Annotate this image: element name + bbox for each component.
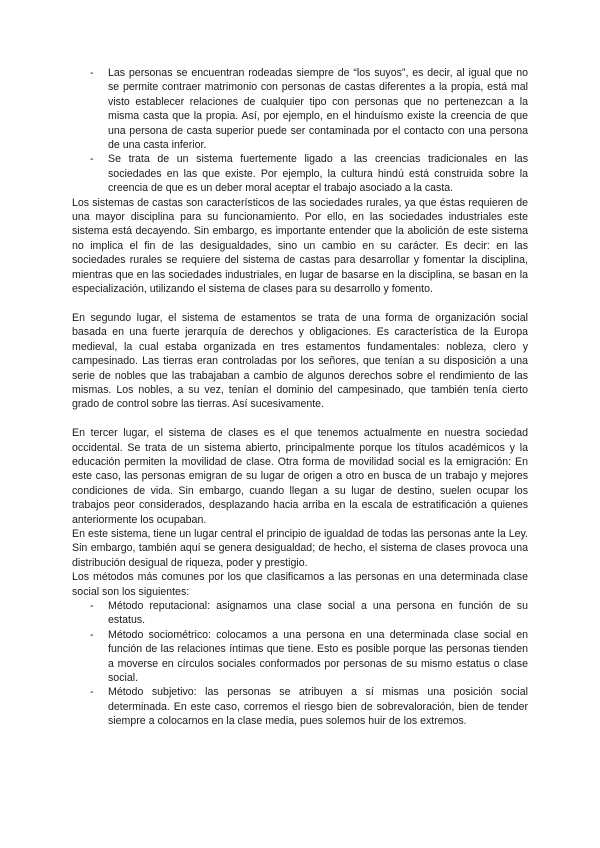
- list-item: [72, 66, 528, 152]
- paragraph-castas: Los sistemas de castas son característicos de las sociedades rurales, ya que éstas requieren de una mayor disciplina para su funcionamiento. Por ello, en las sociedades industriales este sistema está decayendo. Sin embargo, es importante entender que la abolición de este sistema no implica el fin de las desigualdades, sino un cambio en su carácter. Es decir: en las sociedades rurales se requiere del sistema de castas para desarrollar y fomentar la disciplina, mientras que en las sociedades industriales, en lugar de basarse en la disciplina, se basan en la especialización, utilizando el sistema de clases para su desarrollo y fomento.: [72, 196, 528, 296]
- bullet-dash: -: [90, 600, 94, 612]
- bullet-dash: -: [90, 686, 94, 699]
- paragraph-spacer: [72, 412, 528, 426]
- list-item: [72, 628, 528, 686]
- bullet-dash: -: [90, 67, 94, 79]
- paragraph-estamentos: En segundo lugar, el sistema de estamentos se trata de una forma de organización social basada en una fuerte jerarquía de derechos y obligaciones. Es característica de la Europa medieval, la cual estaba organizada en tres estamentos fundamentales: nobleza, clero y campesinado. Las tierras eran controladas por los señores, que tenían a su disposición a una serie de nobles que las trabajaban a cambio de algunos derechos sobre el rendimiento de las mismas. Los nobles, a su vez, tenían el dominio del campesinado, que también tenía cierto grado de control sobre las tierras. Así sucesivamente.: [72, 311, 528, 411]
- list-item: [72, 599, 528, 628]
- methods-list: [72, 599, 528, 729]
- document-page: [72, 66, 528, 729]
- paragraph-spacer: [72, 297, 528, 311]
- list-item: [72, 685, 528, 728]
- bullet-dash: -: [90, 153, 94, 166]
- paragraph-clases: En tercer lugar, el sistema de clases es el que tenemos actualmente en nuestra sociedad occidental. Se trata de un sistema abierto, principalmente porque los títulos académicos y la educación permiten la movilidad de clase. Otra forma de movilidad social es la emigración: En este caso, las personas emigran de su lugar de origen a otro en busca de un trabajo y mejores condiciones de vida. Sin embargo, cuando llegan a su lugar de destino, suelen ocupar los trabajos peor considerados, desplazando hacia arriba en la escala de estratificación a quienes anteriormente los ocupaban.: [72, 427, 528, 526]
- list-item-text: Método subjetivo: las personas se atribuyen a sí mismas una posición social determinada. En este caso, corremos el riesgo bien de sobrevaloración, bien de tender siempre a colocarnos en la clase media, pues solemos huir de los extremos.: [108, 686, 528, 728]
- list-item: [72, 152, 528, 195]
- paragraph-metodos: Los métodos más comunes por los que clasificamos a las personas en una determinada clase social son los siguientes:: [72, 571, 528, 598]
- caste-traits-list: [72, 66, 528, 196]
- list-item-text: Método reputacional: asignamos una clase social a una persona en función de su estatus.: [108, 600, 528, 627]
- paragraph-igualdad: En este sistema, tiene un lugar central el principio de igualdad de todas las personas ante la Ley. Sin embargo, también aquí se genera desigualdad; de hecho, el sistema de clases provoca una distribución desigual de riqueza, poder y prestigio.: [72, 527, 528, 569]
- list-item-text: Las personas se encuentran rodeadas siempre de “los suyos”, es decir, al igual que no se permite contraer matrimonio con personas de castas diferentes a la propia, está mal visto establecer relaciones de cualquier tipo con personas que no pertenezcan a la misma casta que la propia. Así, por ejemplo, en el hinduísmo existe la creencia de que una persona de casta superior puede ser contaminada por el contacto con una persona de una casta inferior.: [108, 67, 528, 152]
- list-item-text: Se trata de un sistema fuertemente ligado a las creencias tradicionales en las sociedades en las que existe. Por ejemplo, la cultura hindú está construida sobre la creencia de que es un deber moral aceptar el trabajo asociado a la casta.: [108, 153, 528, 195]
- list-item-text: Método sociométrico: colocamos a una persona en una determinada clase social en función de las relaciones íntimas que tiene. Esto es posible porque las personas tienden a moverse en círculos sociales conformados por personas de su mismo estatus o clase social.: [108, 628, 528, 685]
- bullet-dash: -: [90, 628, 94, 641]
